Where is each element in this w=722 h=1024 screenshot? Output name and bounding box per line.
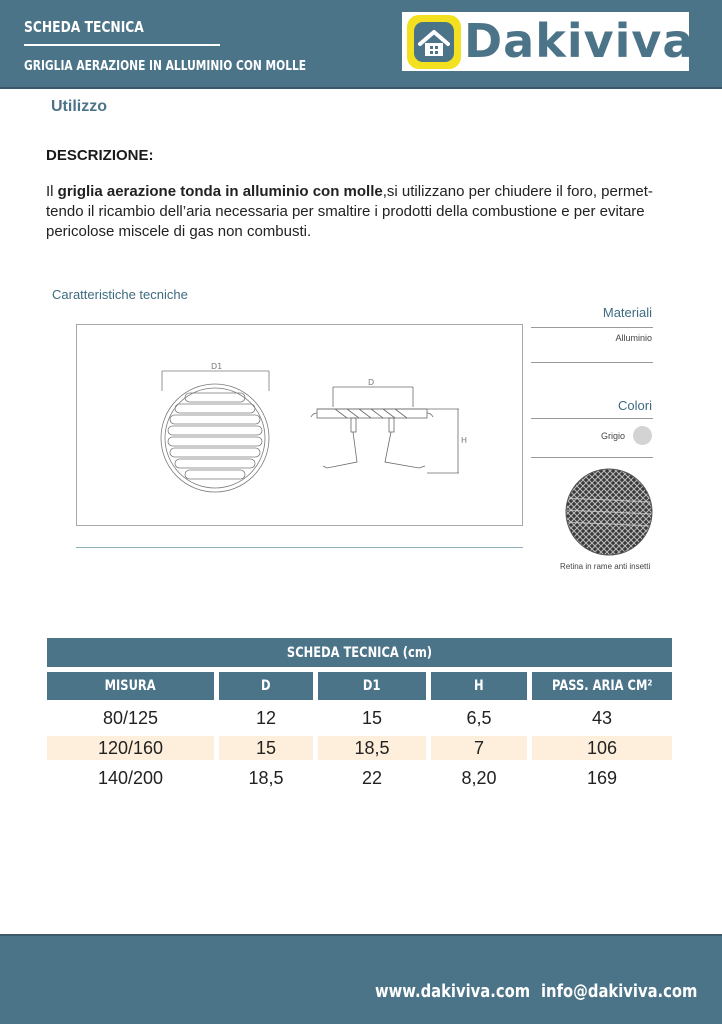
column-header-h: H	[431, 672, 527, 700]
tech-features-title: Caratteristiche tecniche	[52, 287, 188, 302]
description-line3: pericolose miscele di gas non combusti.	[46, 223, 312, 240]
column-header-pass-aria: PASS. ARIA CM²	[532, 672, 672, 700]
description-prefix: Il	[46, 183, 58, 200]
column-header-misura: MISURA	[47, 672, 214, 700]
table-cell: 43	[591, 708, 613, 728]
table-cell: 7	[473, 738, 484, 758]
brand-name: Dakiviva	[464, 14, 695, 68]
table-cell: 18,5	[354, 738, 390, 758]
colors-divider-bottom	[531, 457, 653, 458]
color-value: Grigio	[600, 431, 625, 441]
description-heading: DESCRIZIONE:	[46, 147, 154, 164]
email-link[interactable]: info@dakiviva.com	[541, 981, 698, 1002]
table-cell: 140/200	[97, 768, 164, 788]
header-divider	[24, 44, 220, 46]
materials-value: Alluminio	[615, 333, 652, 343]
footer-bar	[0, 934, 722, 1024]
table-cell: 80/125	[102, 708, 159, 728]
table-cell: 169	[586, 768, 618, 788]
drawing-underline	[76, 547, 523, 548]
mesh-caption: Retina in rame anti insetti	[560, 562, 651, 571]
table-cell: 12	[255, 708, 277, 728]
table-title	[47, 638, 672, 667]
description-product-name: griglia aerazione tonda in alluminio con molle	[57, 183, 383, 200]
section-heading-utilizzo: Utilizzo	[51, 98, 107, 115]
materials-divider-bottom	[531, 362, 653, 363]
website-link[interactable]: www.dakiviva.com	[375, 981, 531, 1002]
insect-mesh-image	[565, 468, 653, 556]
header-bar	[0, 0, 722, 89]
materials-divider	[531, 327, 653, 328]
d-dim-label: D	[368, 378, 375, 387]
colors-divider	[531, 418, 653, 419]
table-cell: 6,5	[466, 708, 492, 728]
description-line2: tendo il ricambio dell’aria necessaria per smaltire i prodotti della combustione e per evitare	[46, 203, 645, 220]
colors-label: Colori	[618, 398, 652, 413]
technical-drawing	[76, 324, 523, 526]
table-cell: 18,5	[248, 768, 284, 788]
table-cell: 106	[586, 738, 618, 758]
h-dim-label: H	[461, 436, 468, 445]
brand-logo	[402, 12, 695, 71]
house-logo-icon	[406, 14, 462, 70]
d1-dim-label: D1	[211, 362, 223, 371]
table-title-text: SCHEDA TECNICA (cm)	[286, 645, 433, 661]
materials-label: Materiali	[602, 305, 652, 320]
product-title: GRIGLIA AERAZIONE IN ALLUMINIO CON MOLLE	[24, 59, 307, 74]
side-view	[311, 387, 459, 473]
front-view	[161, 371, 269, 492]
grille-drawing	[77, 325, 524, 527]
doc-type-title: SCHEDA TECNICA	[24, 18, 144, 36]
column-header-d: D	[219, 672, 313, 700]
description-line1-rest: ,si utilizzano per chiudere il foro, permet-	[382, 183, 653, 200]
column-header-d1: D1	[318, 672, 426, 700]
table-cell: 15	[361, 708, 383, 728]
table-cell: 22	[361, 768, 383, 788]
color-swatch	[633, 426, 652, 445]
description-text	[46, 182, 686, 242]
table-cell: 15	[255, 738, 277, 758]
table-cell: 8,20	[461, 768, 497, 788]
table-cell: 120/160	[97, 738, 164, 758]
